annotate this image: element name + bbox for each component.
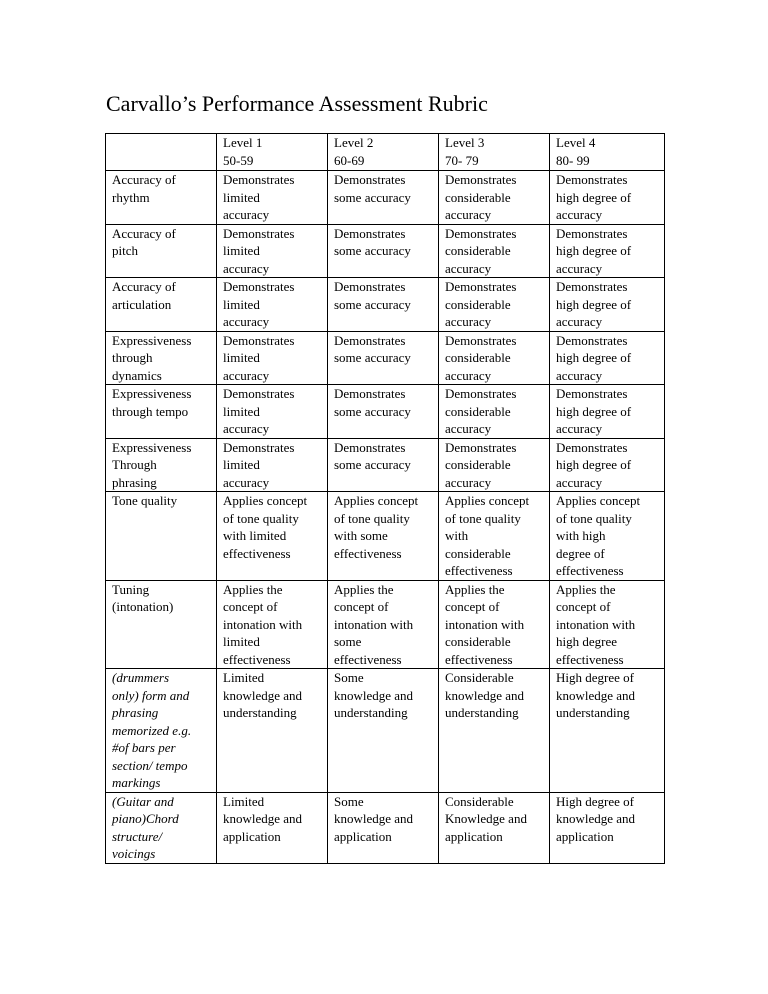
descriptor-cell-level-3 — [439, 792, 550, 863]
level-score-range: 60-69 — [334, 152, 365, 168]
descriptor-text: high degree of — [556, 457, 632, 472]
descriptor-cell-level-2 — [328, 669, 439, 793]
criterion-text: phrasing — [112, 474, 157, 490]
descriptor-text: Demonstrates — [445, 439, 517, 455]
descriptor-text: high degree of — [556, 403, 632, 419]
level-header-cell — [439, 134, 550, 171]
descriptor-text: accuracy — [223, 207, 270, 222]
descriptor-text: Demonstrates — [556, 439, 628, 455]
descriptor-text: limited — [223, 403, 260, 419]
header-corner-cell — [106, 134, 217, 171]
descriptor-cell-level-1 — [217, 278, 328, 332]
descriptor-cell-level-1 — [217, 492, 328, 581]
criterion-text: through — [112, 350, 153, 365]
descriptor-text: knowledge and — [223, 811, 303, 826]
level-name: Level 2 — [334, 135, 374, 150]
descriptor-text: with high — [556, 528, 606, 543]
descriptor-text: effectiveness — [334, 545, 402, 561]
descriptor-text: accuracy — [556, 314, 603, 329]
descriptor-text: with some — [334, 528, 388, 543]
level-header-cell — [217, 134, 328, 171]
descriptor-text: accuracy — [556, 367, 603, 383]
descriptor-cell-level-3 — [439, 438, 550, 492]
criterion-text: rhythm — [112, 189, 150, 205]
descriptor-text: concept of — [445, 599, 500, 614]
descriptor-cell-level-2 — [328, 580, 439, 669]
descriptor-text: application — [334, 828, 392, 844]
descriptor-text: Limited — [223, 670, 265, 685]
table-row — [106, 331, 665, 385]
descriptor-text: effectiveness — [223, 651, 291, 667]
descriptor-cell-level-1 — [217, 438, 328, 492]
level-header-cell — [550, 134, 665, 171]
descriptor-text: High degree of — [556, 793, 634, 809]
criterion-cell — [106, 438, 217, 492]
descriptor-text: intonation with — [223, 616, 303, 632]
descriptor-text: knowledge and — [334, 687, 414, 703]
descriptor-text: Demonstrates — [334, 279, 406, 294]
criterion-text: Expressiveness — [112, 386, 192, 401]
level-score-range: 70- 79 — [445, 152, 479, 168]
descriptor-text: considerable — [445, 296, 511, 312]
descriptor-text: limited — [223, 350, 260, 365]
descriptor-text: Demonstrates — [334, 172, 406, 187]
descriptor-text: with — [445, 528, 469, 543]
descriptor-text: of tone quality — [556, 510, 632, 526]
criterion-text: Through — [112, 457, 157, 472]
descriptor-text: High degree of — [556, 670, 634, 685]
descriptor-text: some accuracy — [334, 189, 411, 205]
descriptor-cell-level-4 — [550, 278, 665, 332]
descriptor-text: Knowledge and — [445, 811, 527, 826]
descriptor-text: effectiveness — [445, 651, 513, 667]
descriptor-cell-level-3 — [439, 278, 550, 332]
descriptor-text: Demonstrates — [223, 439, 295, 455]
descriptor-text: considerable — [445, 189, 511, 205]
descriptor-text: concept of — [556, 599, 611, 614]
descriptor-cell-level-4 — [550, 438, 665, 492]
criterion-text: pitch — [112, 243, 138, 258]
descriptor-text: knowledge and — [556, 687, 636, 703]
descriptor-text: accuracy — [556, 260, 603, 276]
descriptor-text: accuracy — [445, 421, 492, 436]
descriptor-cell-level-3 — [439, 331, 550, 385]
criterion-text: Tone quality — [112, 493, 178, 508]
descriptor-text: Demonstrates — [334, 332, 406, 348]
descriptor-text: Applies concept — [223, 493, 308, 508]
criterion-text: Expressiveness — [112, 439, 192, 455]
descriptor-text: effectiveness — [556, 651, 624, 667]
descriptor-cell-level-2 — [328, 385, 439, 439]
descriptor-cell-level-3 — [439, 171, 550, 225]
descriptor-text: knowledge and — [445, 687, 525, 703]
level-name: Level 1 — [223, 135, 263, 150]
descriptor-text: understanding — [334, 705, 408, 720]
descriptor-text: of tone quality — [445, 510, 521, 526]
criterion-text: Accuracy of — [112, 225, 176, 241]
descriptor-text: some accuracy — [334, 457, 411, 472]
descriptor-text: Applies concept — [445, 493, 530, 508]
descriptor-cell-level-3 — [439, 492, 550, 581]
descriptor-text: accuracy — [445, 207, 492, 222]
criterion-cell — [106, 492, 217, 581]
descriptor-text: of tone quality — [223, 510, 299, 526]
descriptor-text: knowledge and — [223, 687, 303, 703]
descriptor-text: understanding — [223, 705, 297, 720]
criterion-text: Accuracy of — [112, 172, 176, 187]
descriptor-text: high degree of — [556, 189, 632, 205]
descriptor-text: Demonstrates — [334, 225, 406, 241]
descriptor-cell-level-1 — [217, 224, 328, 278]
level-name: Level 4 — [556, 135, 596, 150]
criterion-cell — [106, 385, 217, 439]
descriptor-cell-level-1 — [217, 669, 328, 793]
descriptor-text: Demonstrates — [223, 225, 295, 241]
descriptor-cell-level-1 — [217, 792, 328, 863]
criterion-text: Expressiveness — [112, 332, 192, 348]
descriptor-text: Applies the — [445, 581, 505, 597]
descriptor-text: effectiveness — [445, 563, 513, 578]
criterion-cell — [106, 278, 217, 332]
descriptor-text: Considerable — [445, 670, 514, 685]
descriptor-text: some — [334, 634, 362, 649]
descriptor-text: accuracy — [445, 314, 492, 329]
descriptor-cell-level-2 — [328, 792, 439, 863]
descriptor-text: of tone quality — [334, 510, 410, 526]
descriptor-text: with limited — [223, 528, 287, 543]
descriptor-cell-level-2 — [328, 171, 439, 225]
criterion-text: Tuning — [112, 581, 150, 597]
descriptor-text: intonation with — [445, 616, 525, 632]
descriptor-text: some accuracy — [334, 243, 411, 258]
descriptor-text: high degree — [556, 634, 618, 649]
criterion-cell — [106, 792, 217, 863]
criterion-text: phrasing — [112, 705, 159, 720]
descriptor-cell-level-1 — [217, 385, 328, 439]
descriptor-text: Demonstrates — [334, 439, 406, 455]
descriptor-text: limited — [223, 296, 260, 312]
descriptor-cell-level-4 — [550, 580, 665, 669]
descriptor-cell-level-4 — [550, 669, 665, 793]
descriptor-text: effectiveness — [334, 651, 402, 667]
descriptor-text: Demonstrates — [445, 172, 517, 187]
descriptor-text: accuracy — [445, 474, 492, 490]
descriptor-cell-level-2 — [328, 224, 439, 278]
descriptor-text: concept of — [223, 599, 278, 614]
descriptor-text: application — [445, 828, 503, 844]
descriptor-text: Applies the — [223, 581, 283, 597]
criterion-text: voicings — [112, 846, 156, 861]
descriptor-text: Some — [334, 793, 364, 809]
descriptor-text: application — [556, 828, 614, 844]
descriptor-text: accuracy — [223, 367, 270, 383]
level-header-cell — [328, 134, 439, 171]
descriptor-cell-level-4 — [550, 171, 665, 225]
descriptor-text: Demonstrates — [223, 279, 295, 294]
descriptor-text: Demonstrates — [556, 386, 628, 401]
criterion-cell — [106, 224, 217, 278]
table-row — [106, 438, 665, 492]
descriptor-text: effectiveness — [556, 563, 624, 578]
level-name: Level 3 — [445, 135, 485, 150]
criterion-text: Accuracy of — [112, 279, 176, 294]
descriptor-text: high degree of — [556, 296, 632, 312]
descriptor-text: understanding — [556, 705, 630, 720]
criterion-text: structure/ — [112, 828, 163, 844]
descriptor-text: Demonstrates — [334, 386, 406, 401]
criterion-text: memorized e.g. — [112, 722, 192, 738]
descriptor-cell-level-4 — [550, 224, 665, 278]
criterion-text: section/ tempo — [112, 757, 188, 773]
table-row — [106, 171, 665, 225]
descriptor-cell-level-3 — [439, 224, 550, 278]
descriptor-cell-level-2 — [328, 492, 439, 581]
descriptor-text: Demonstrates — [223, 386, 295, 401]
descriptor-text: Applies concept — [334, 493, 419, 508]
descriptor-text: considerable — [445, 403, 511, 419]
criterion-text: (Guitar and — [112, 793, 174, 809]
descriptor-text: Demonstrates — [556, 172, 628, 187]
descriptor-text: high degree of — [556, 243, 632, 258]
criterion-text: #of bars per — [112, 740, 176, 755]
header-row — [106, 134, 665, 171]
descriptor-text: considerable — [445, 545, 511, 561]
descriptor-cell-level-2 — [328, 278, 439, 332]
descriptor-cell-level-4 — [550, 385, 665, 439]
descriptor-text: accuracy — [223, 314, 270, 329]
level-score-range: 80- 99 — [556, 152, 590, 168]
descriptor-text: limited — [223, 243, 260, 258]
descriptor-text: knowledge and — [556, 811, 636, 826]
descriptor-text: accuracy — [556, 421, 603, 436]
descriptor-text: considerable — [445, 457, 511, 472]
descriptor-cell-level-1 — [217, 171, 328, 225]
level-score-range: 50-59 — [223, 152, 254, 168]
criterion-cell — [106, 669, 217, 793]
descriptor-text: Applies the — [334, 581, 394, 597]
criterion-cell — [106, 331, 217, 385]
descriptor-text: high degree of — [556, 350, 632, 365]
criterion-text: dynamics — [112, 367, 162, 383]
criterion-text: through tempo — [112, 403, 189, 419]
descriptor-text: some accuracy — [334, 296, 411, 312]
descriptor-text: accuracy — [556, 474, 603, 490]
descriptor-text: some accuracy — [334, 403, 411, 419]
descriptor-cell-level-4 — [550, 792, 665, 863]
descriptor-text: accuracy — [556, 207, 603, 222]
descriptor-text: Considerable — [445, 793, 514, 809]
table-row — [106, 278, 665, 332]
descriptor-text: Applies concept — [556, 493, 641, 508]
descriptor-text: accuracy — [445, 260, 492, 276]
descriptor-text: some accuracy — [334, 350, 411, 365]
criterion-text: piano)Chord — [112, 811, 179, 826]
descriptor-cell-level-3 — [439, 580, 550, 669]
page-title: Carvallo’s Performance Assessment Rubric — [106, 91, 488, 116]
criterion-text: (intonation) — [112, 599, 174, 614]
descriptor-cell-level-4 — [550, 331, 665, 385]
rubric-table — [105, 133, 665, 864]
descriptor-text: Some — [334, 670, 364, 685]
descriptor-text: Applies the — [556, 581, 616, 597]
descriptor-text: application — [223, 828, 281, 844]
descriptor-text: limited — [223, 189, 260, 205]
descriptor-text: Demonstrates — [556, 332, 628, 348]
descriptor-text: Demonstrates — [445, 386, 517, 401]
criterion-text: markings — [112, 775, 161, 790]
descriptor-text: intonation with — [334, 616, 414, 632]
table-row — [106, 224, 665, 278]
table-row — [106, 385, 665, 439]
descriptor-cell-level-1 — [217, 331, 328, 385]
table-row — [106, 669, 665, 793]
descriptor-cell-level-1 — [217, 580, 328, 669]
criterion-cell — [106, 171, 217, 225]
descriptor-text: accuracy — [445, 367, 492, 383]
descriptor-text: Demonstrates — [445, 279, 517, 294]
descriptor-cell-level-3 — [439, 385, 550, 439]
table-row — [106, 580, 665, 669]
descriptor-text: limited — [223, 634, 260, 649]
descriptor-text: Demonstrates — [223, 332, 295, 348]
criterion-cell — [106, 580, 217, 669]
descriptor-text: considerable — [445, 634, 511, 649]
descriptor-text: Demonstrates — [556, 225, 628, 241]
descriptor-text: accuracy — [223, 474, 270, 490]
table-row — [106, 792, 665, 863]
descriptor-text: concept of — [334, 599, 389, 614]
descriptor-text: accuracy — [223, 421, 270, 436]
descriptor-text: Limited — [223, 793, 265, 809]
descriptor-text: considerable — [445, 350, 511, 365]
descriptor-cell-level-2 — [328, 331, 439, 385]
descriptor-cell-level-2 — [328, 438, 439, 492]
descriptor-text: Demonstrates — [445, 225, 517, 241]
descriptor-text: considerable — [445, 243, 511, 258]
descriptor-text: intonation with — [556, 616, 636, 632]
descriptor-cell-level-4 — [550, 492, 665, 581]
criterion-text: (drummers — [112, 670, 170, 685]
descriptor-text: knowledge and — [334, 811, 414, 826]
descriptor-text: effectiveness — [223, 545, 291, 561]
descriptor-text: degree of — [556, 545, 605, 561]
criterion-text: only) form and — [112, 687, 190, 703]
criterion-text: articulation — [112, 296, 172, 312]
descriptor-text: Demonstrates — [445, 332, 517, 348]
descriptor-cell-level-3 — [439, 669, 550, 793]
descriptor-text: understanding — [445, 705, 519, 720]
table-row — [106, 492, 665, 581]
descriptor-text: Demonstrates — [223, 172, 295, 187]
descriptor-text: accuracy — [223, 260, 270, 276]
descriptor-text: limited — [223, 457, 260, 472]
descriptor-text: Demonstrates — [556, 279, 628, 294]
